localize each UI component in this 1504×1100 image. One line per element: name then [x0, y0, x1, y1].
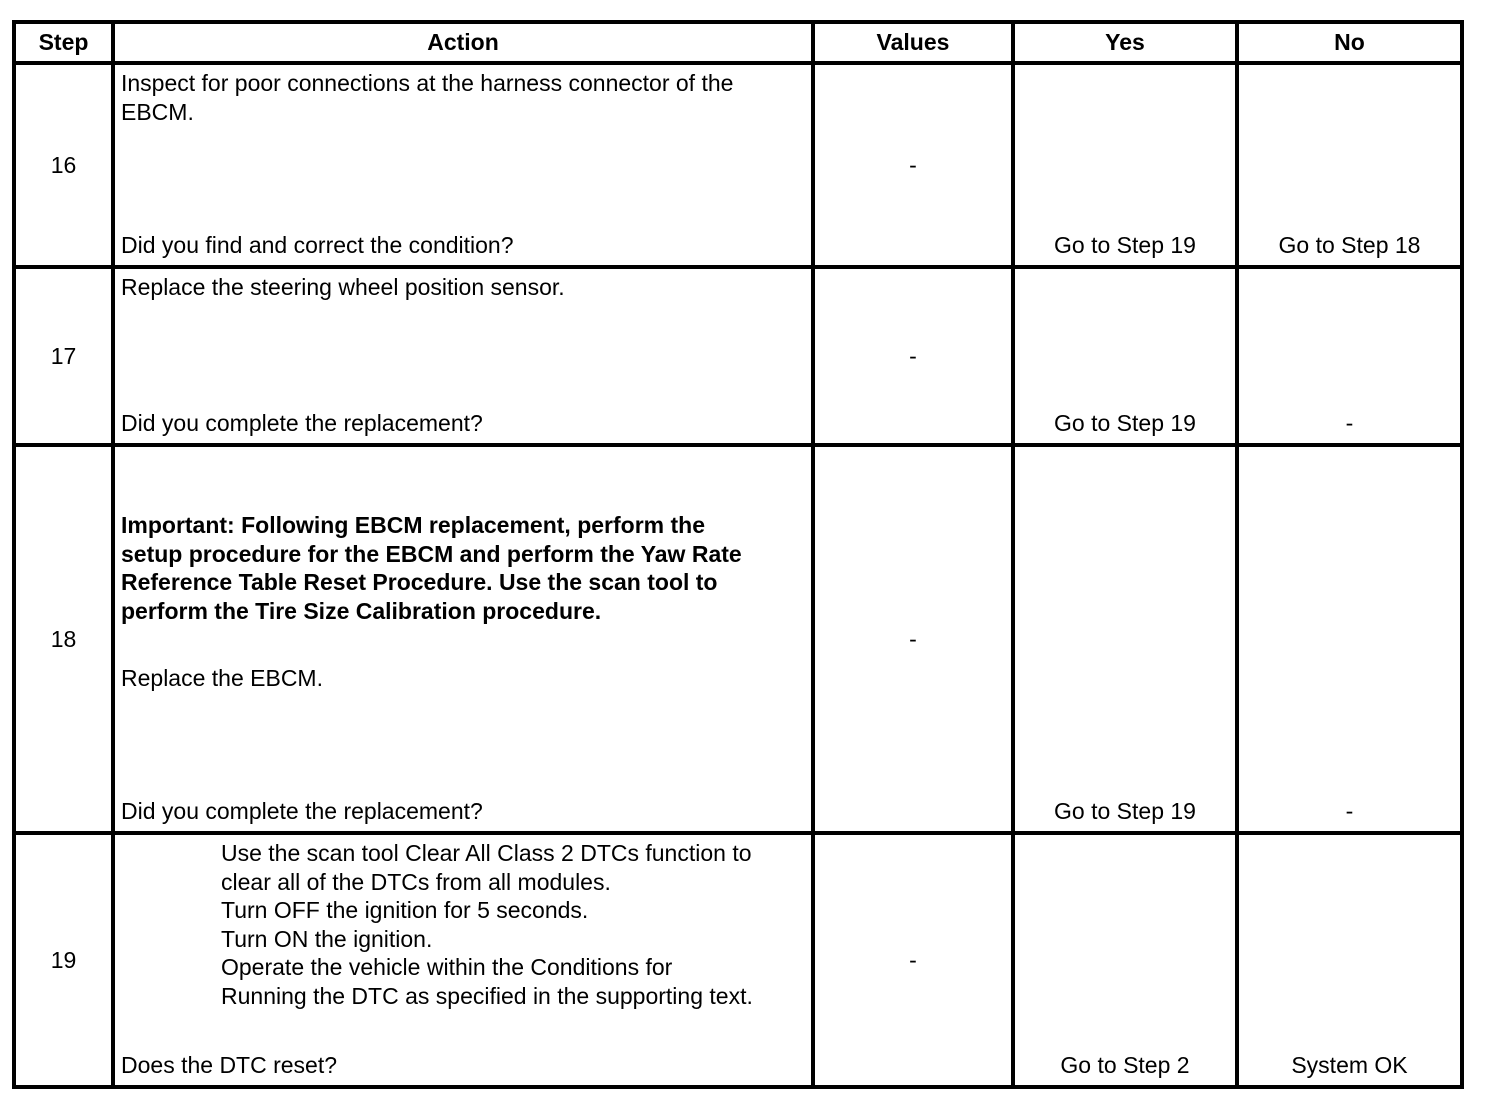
table-row — [14, 833, 1462, 1087]
header-no: No — [1237, 22, 1462, 63]
table-row — [14, 445, 1462, 833]
important-line: Reference Table Reset Procedure. Use the scan tool to — [121, 569, 718, 596]
no-text: - — [1345, 410, 1354, 436]
no-cell — [1237, 445, 1462, 833]
action-line: Use the scan tool Clear All Class 2 DTCs function to — [221, 840, 752, 866]
yes-text: Go to Step 19 — [1054, 232, 1196, 258]
values-cell: - — [813, 267, 1013, 445]
values-cell: - — [813, 63, 1013, 267]
action-question: Did you find and correct the condition? — [121, 232, 514, 258]
step-number: 18 — [14, 445, 113, 833]
important-line: Important: Following EBCM replacement, perform the — [121, 512, 705, 538]
important-line: perform the Tire Size Calibration procedure. — [121, 597, 602, 624]
no-cell — [1237, 833, 1462, 1087]
action-cell — [113, 833, 813, 1087]
action-line: Turn ON the ignition. — [221, 925, 433, 952]
action-cell — [113, 445, 813, 833]
action-line: Inspect for poor connections at the harness connector of the — [121, 70, 734, 96]
action-line: Replace the EBCM. — [121, 665, 323, 691]
yes-text: Go to Step 19 — [1054, 798, 1196, 824]
action-line: Operate the vehicle within the Conditions for — [221, 954, 673, 981]
action-text — [121, 664, 801, 693]
important-note — [121, 511, 801, 625]
action-line: Replace the steering wheel position sensor. — [121, 274, 565, 300]
table-row — [14, 267, 1462, 445]
values-cell: - — [813, 445, 1013, 833]
step-number: 19 — [14, 833, 113, 1087]
no-text: System OK — [1291, 1052, 1408, 1078]
step-number: 16 — [14, 63, 113, 267]
action-line: EBCM. — [121, 98, 194, 125]
no-cell — [1237, 63, 1462, 267]
yes-cell — [1013, 833, 1237, 1087]
header-action: Action — [113, 22, 813, 63]
diagnostic-table — [12, 20, 1464, 1089]
values-cell: - — [813, 833, 1013, 1087]
action-cell — [113, 267, 813, 445]
action-text — [221, 839, 801, 1011]
no-text: - — [1345, 798, 1354, 824]
step-number: 17 — [14, 267, 113, 445]
header-values: Values — [813, 22, 1013, 63]
action-line: clear all of the DTCs from all modules. — [221, 868, 611, 895]
important-line: setup procedure for the EBCM and perform the Yaw Rate — [121, 540, 742, 567]
action-question: Does the DTC reset? — [121, 1052, 338, 1078]
action-cell — [113, 63, 813, 267]
action-question: Did you complete the replacement? — [121, 798, 483, 824]
yes-cell — [1013, 445, 1237, 833]
action-line: Running the DTC as specified in the supporting text. — [221, 982, 753, 1009]
no-text: Go to Step 18 — [1278, 232, 1421, 258]
header-yes: Yes — [1013, 22, 1237, 63]
header-step: Step — [14, 22, 113, 63]
action-line: Turn OFF the ignition for 5 seconds. — [221, 897, 589, 924]
yes-text: Go to Step 2 — [1060, 1052, 1190, 1078]
header-row — [14, 22, 1462, 63]
yes-text: Go to Step 19 — [1054, 410, 1196, 436]
yes-cell — [1013, 63, 1237, 267]
no-cell — [1237, 267, 1462, 445]
yes-cell — [1013, 267, 1237, 445]
table-row — [14, 63, 1462, 267]
action-question: Did you complete the replacement? — [121, 410, 483, 436]
action-text — [121, 273, 801, 302]
action-text — [121, 69, 801, 126]
